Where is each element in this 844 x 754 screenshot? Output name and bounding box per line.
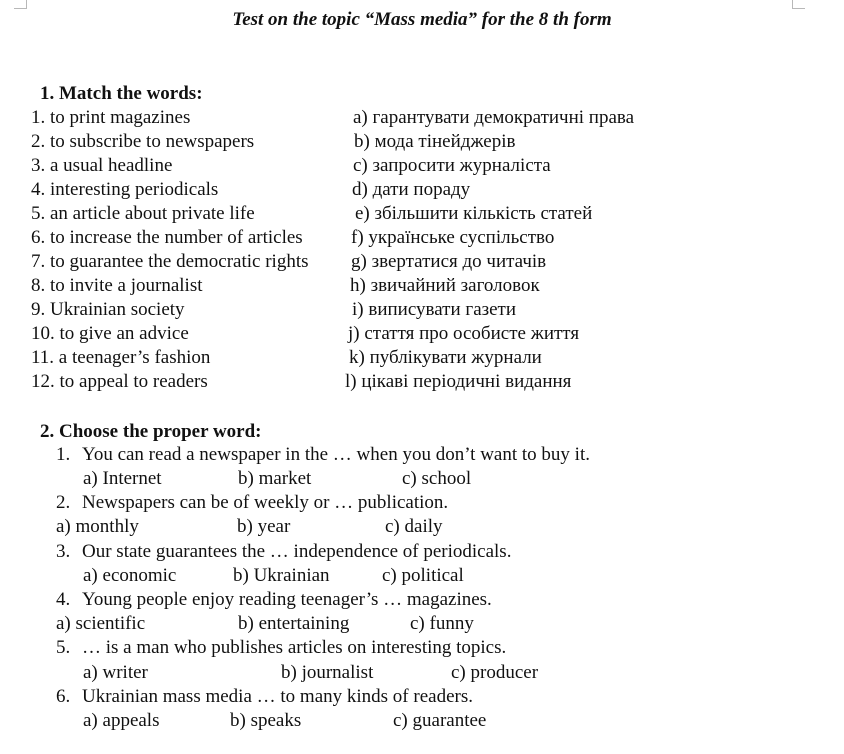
option-b: b) Ukrainian	[233, 565, 330, 586]
match-left-item: 4. interesting periodicals	[31, 179, 219, 200]
match-right-item: j) стаття про особисте життя	[348, 323, 580, 344]
question	[56, 540, 511, 564]
option-a: a) scientific	[56, 613, 146, 634]
section-1-heading: 1. Match the words:	[40, 83, 203, 104]
question-number: 4.	[56, 589, 71, 610]
question-text: Ukrainian mass media … to many kinds of readers.	[82, 686, 473, 707]
question-number: 5.	[56, 637, 71, 658]
question-number: 6.	[56, 686, 71, 707]
question	[56, 491, 448, 515]
option-c: c) guarantee	[393, 710, 487, 731]
match-right-item: c) запросити журналіста	[353, 155, 551, 176]
option-a: a) writer	[83, 662, 148, 683]
match-right-item: k) публікувати журнали	[349, 347, 542, 368]
question-text: Young people enjoy reading teenager’s … magazines.	[82, 589, 492, 610]
option-c: c) school	[402, 468, 472, 489]
option-b: b) market	[238, 468, 312, 489]
option-b: b) journalist	[281, 662, 374, 683]
match-right-item: b) мода тінейджерів	[354, 131, 516, 152]
option-c: c) producer	[451, 662, 539, 683]
option-b: b) year	[237, 516, 291, 537]
option-a: a) economic	[83, 565, 177, 586]
match-left-item: 1. to print magazines	[31, 107, 191, 128]
match-left-item: 9. Ukrainian society	[31, 299, 185, 320]
match-right-item: h) звичайний заголовок	[350, 275, 540, 296]
match-left-item: 7. to guarantee the democratic rights	[31, 251, 309, 272]
option-c: c) funny	[410, 613, 474, 634]
question-number: 1.	[56, 444, 71, 465]
match-left-item: 2. to subscribe to newspapers	[31, 131, 255, 152]
option-a: a) Internet	[83, 468, 162, 489]
match-left-item: 12. to appeal to readers	[31, 371, 208, 392]
question-text: … is a man who publishes articles on interesting topics.	[82, 637, 507, 658]
match-right-item: e) збільшити кількість статей	[355, 203, 593, 224]
question	[56, 685, 473, 709]
match-right-item: g) звертатися до читачів	[351, 251, 547, 272]
question-text: Newspapers can be of weekly or … publication.	[82, 492, 449, 513]
match-left-item: 10. to give an advice	[31, 323, 189, 344]
match-left-item: 11. a teenager’s fashion	[31, 347, 211, 368]
option-c: c) political	[382, 565, 464, 586]
match-right-item: f) українське суспільство	[351, 227, 555, 248]
question-number: 2.	[56, 492, 71, 513]
match-left-item: 5. an article about private life	[31, 203, 255, 224]
option-a: a) appeals	[83, 710, 160, 731]
question-number: 3.	[56, 541, 71, 562]
match-left-item: 6. to increase the number of articles	[31, 227, 303, 248]
match-right-item: a) гарантувати демократичні права	[353, 107, 635, 128]
option-a: a) monthly	[56, 516, 139, 537]
question-text: You can read a newspaper in the … when you don’t want to buy it.	[82, 444, 590, 465]
option-b: b) speaks	[230, 710, 302, 731]
question	[56, 636, 506, 660]
match-left-item: 8. to invite a journalist	[31, 275, 203, 296]
question-text: Our state guarantees the … independence of periodicals.	[82, 541, 512, 562]
option-c: c) daily	[385, 516, 443, 537]
match-left-item: 3. a usual headline	[31, 155, 173, 176]
option-b: b) entertaining	[238, 613, 350, 634]
document-title: Test on the topic “Mass media” for the 8 th form	[232, 9, 612, 30]
question	[56, 588, 492, 612]
question	[56, 443, 590, 467]
match-right-item: i) виписувати газети	[352, 299, 517, 320]
section-2-heading: 2. Choose the proper word:	[40, 421, 262, 442]
match-right-item: l) цікаві періодичні видання	[345, 371, 572, 392]
match-right-item: d) дати пораду	[352, 179, 471, 200]
